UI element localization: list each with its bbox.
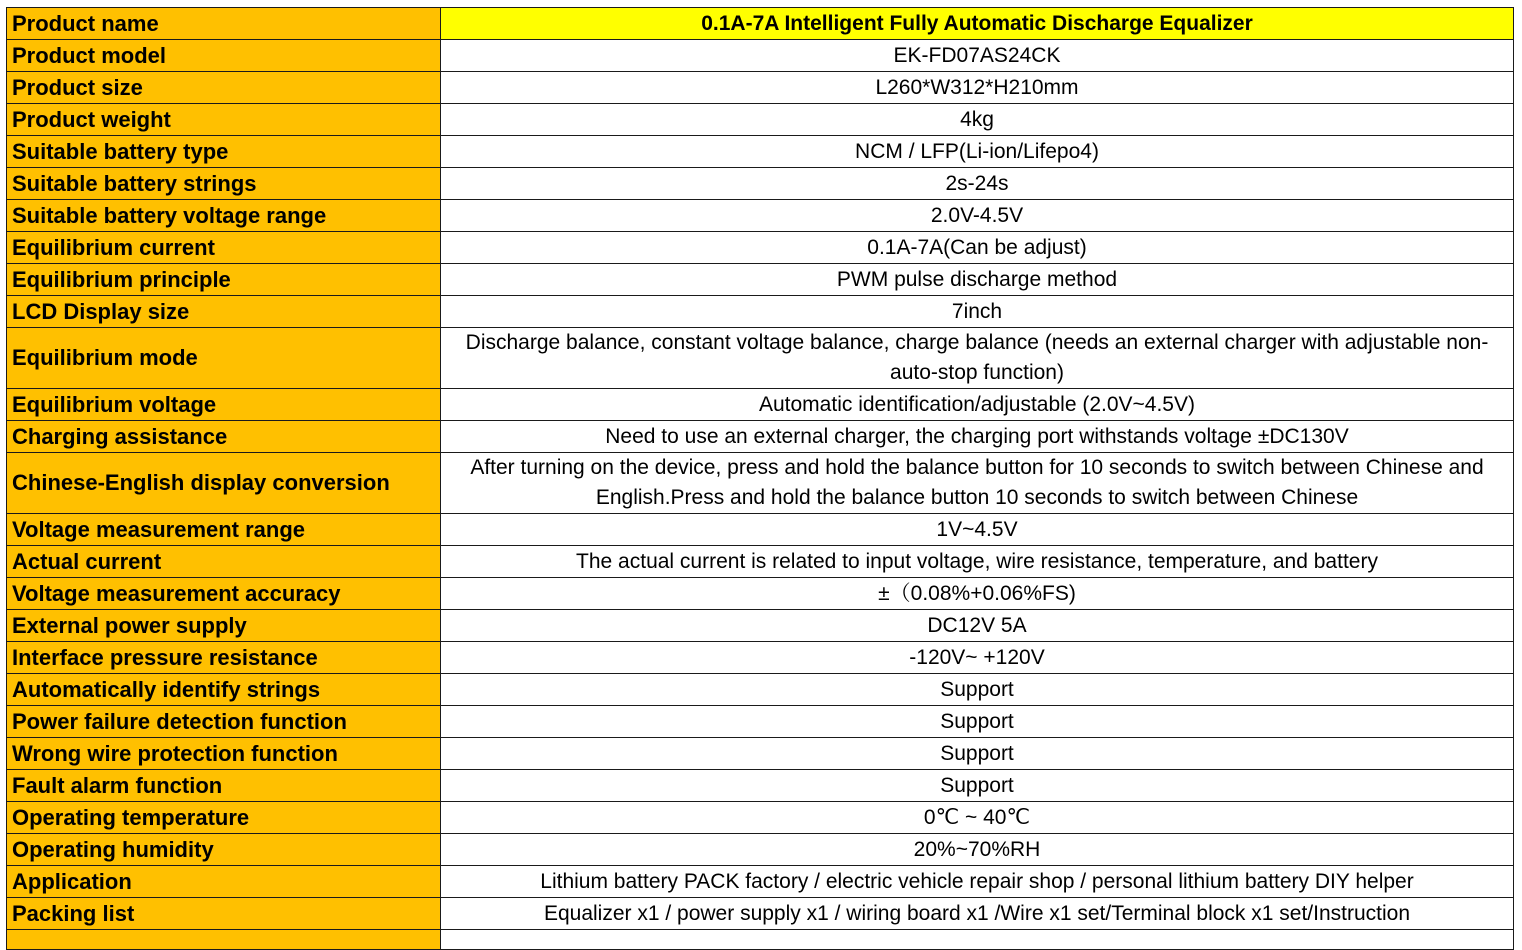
row-label: Equilibrium principle [7,264,441,296]
row-label: Application [7,866,441,898]
row-value: Support [441,674,1514,706]
row-value: NCM / LFP(Li-ion/Lifepo4) [441,136,1514,168]
row-value-text: After turning on the device, press and hold the balance button for 10 seconds to switch between Chinese and English.Press and hold the balance button 10 seconds to switch between Chinese [470,456,1484,509]
row-value: -120V~ +120V [441,642,1514,674]
table-row [7,770,1514,802]
row-value: EK-FD07AS24CK [441,40,1514,72]
row-label: Automatically identify strings [7,674,441,706]
table-row [7,389,1514,421]
row-value: Need to use an external charger, the charging port withstands voltage ±DC130V [441,421,1514,453]
row-value: 20%~70%RH [441,834,1514,866]
row-label: Actual current [7,546,441,578]
table-row [7,168,1514,200]
table-row [7,610,1514,642]
row-label: Operating humidity [7,834,441,866]
row-value: 0.1A-7A(Can be adjust) [441,232,1514,264]
row-label: Suitable battery voltage range [7,200,441,232]
row-label: Fault alarm function [7,770,441,802]
row-label: Product name [7,8,441,40]
row-label: Interface pressure resistance [7,642,441,674]
table-row [7,738,1514,770]
row-label: Wrong wire protection function [7,738,441,770]
table-row [7,514,1514,546]
row-label: Product weight [7,104,441,136]
table-row [7,802,1514,834]
table-row [7,866,1514,898]
table-row [7,264,1514,296]
row-label: Equilibrium voltage [7,389,441,421]
row-label: Suitable battery type [7,136,441,168]
row-label: External power supply [7,610,441,642]
row-value: Support [441,770,1514,802]
table-row [7,834,1514,866]
table-row [7,200,1514,232]
table-row [7,642,1514,674]
table-row [7,706,1514,738]
row-value: Equalizer x1 / power supply x1 / wiring board x1 /Wire x1 set/Terminal block x1 set/Instruction [441,898,1514,930]
row-label: Chinese-English display conversion [7,453,441,514]
row-value: Automatic identification/adjustable (2.0V~4.5V) [441,389,1514,421]
row-value: DC12V 5A [441,610,1514,642]
row-label: Equilibrium current [7,232,441,264]
table-row [7,8,1514,40]
table-row [7,421,1514,453]
row-value: Support [441,706,1514,738]
table-row [7,232,1514,264]
spec-table [6,7,1514,950]
table-row [7,72,1514,104]
product-name-title: 0.1A-7A Intelligent Fully Automatic Discharge Equalizer [441,8,1514,40]
row-label: Operating temperature [7,802,441,834]
table-row [7,898,1514,930]
row-label: Packing list [7,898,441,930]
table-row [7,296,1514,328]
row-value: 1V~4.5V [441,514,1514,546]
table-row [7,546,1514,578]
table-row [7,674,1514,706]
row-label: Suitable battery strings [7,168,441,200]
row-label: Power failure detection function [7,706,441,738]
row-label: Voltage measurement accuracy [7,578,441,610]
row-label: Product size [7,72,441,104]
row-value: ±（0.08%+0.06%FS) [441,578,1514,610]
row-value: Support [441,738,1514,770]
row-value: PWM pulse discharge method [441,264,1514,296]
row-label: Equilibrium mode [7,328,441,389]
row-label: Product model [7,40,441,72]
row-label: LCD Display size [7,296,441,328]
table-row [7,578,1514,610]
row-value: Lithium battery PACK factory / electric vehicle repair shop / personal lithium battery DIY helper [441,866,1514,898]
row-value: The actual current is related to input voltage, wire resistance, temperature, and battery [441,546,1514,578]
row-value [441,453,1514,514]
table-row [7,328,1514,389]
row-value: 2.0V-4.5V [441,200,1514,232]
table-row [7,136,1514,168]
row-value: 4kg [441,104,1514,136]
row-value: L260*W312*H210mm [441,72,1514,104]
row-value: 2s-24s [441,168,1514,200]
row-value: Discharge balance, constant voltage balance, charge balance (needs an external charger with adjustable non-auto-stop function) [441,328,1514,389]
row-label: Charging assistance [7,421,441,453]
row-value: 7inch [441,296,1514,328]
table-row [7,40,1514,72]
table-row [7,104,1514,136]
table-row [7,453,1514,514]
row-value: 0℃ ~ 40℃ [441,802,1514,834]
row-label: Voltage measurement range [7,514,441,546]
